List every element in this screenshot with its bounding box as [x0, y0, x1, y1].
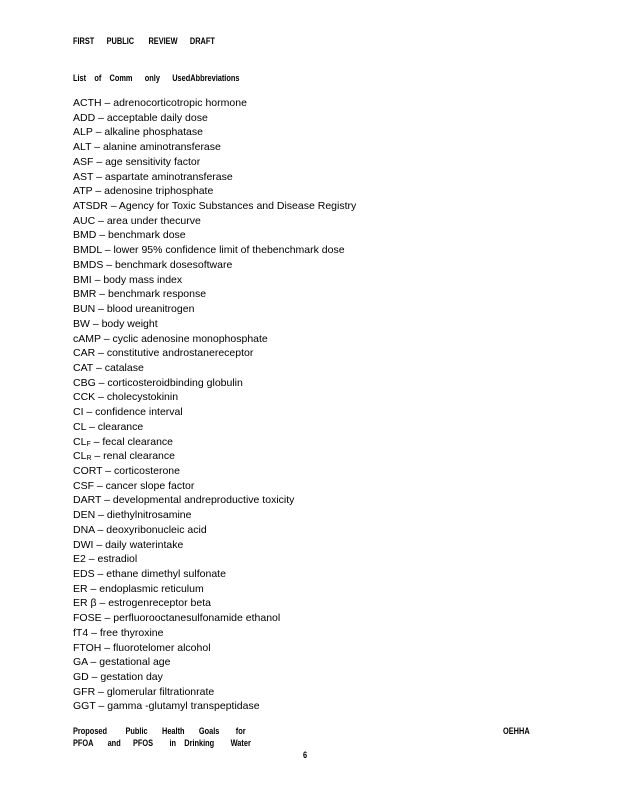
abbreviation-item: BMD – benchmark dose: [73, 229, 186, 242]
abbreviation-item: ACTH – adrenocorticotropic hormone: [73, 97, 247, 109]
footer-agency: OEHHA: [503, 726, 530, 736]
abbreviation-item: CAR – constitutive androstanereceptor: [73, 347, 254, 360]
abbreviation-item: ATSDR – Agency for Toxic Substances and Disease Registry: [73, 200, 357, 213]
section-title: List of Comm only UsedAbbreviations: [73, 73, 240, 83]
abbreviation-main: CL: [73, 450, 87, 463]
abbreviation-item: BUN – blood ureanitrogen: [73, 303, 195, 316]
abbreviation-item: BW – body weight: [73, 317, 158, 330]
footer-title-line-2: PFOA and PFOS in Drinking Water: [73, 738, 251, 748]
abbreviation-item: GA – gestational age: [73, 656, 171, 669]
abbreviation-item: ALT – alanine aminotransferase: [73, 141, 221, 154]
abbreviation-item: BMR – benchmark response: [73, 288, 207, 301]
abbreviation-item: FTOH – fluorotelomer alcohol: [73, 641, 211, 654]
abbreviation-item: CAT – catalase: [73, 361, 144, 374]
abbreviation-item: CL – clearance: [73, 420, 144, 433]
abbreviation-item: DWI – daily waterintake: [73, 538, 184, 551]
draft-header: FIRST PUBLIC REVIEW DRAFT: [73, 36, 215, 46]
abbreviation-item: DNA – deoxyribonucleic acid: [73, 523, 207, 536]
abbreviation-item: GFR – glomerular filtrationrate: [73, 685, 215, 698]
footer-document-title: [73, 725, 251, 749]
abbreviation-item-renal-clearance: [73, 449, 356, 464]
abbreviation-item: ER – endoplasmic reticulum: [73, 582, 204, 595]
abbreviation-item: cAMP – cyclic adenosine monophosphate: [73, 332, 268, 345]
abbreviation-definition: – renal clearance: [91, 450, 175, 463]
abbreviation-item: DART – developmental andreproductive toxicity: [73, 494, 295, 507]
abbreviation-item-fecal-clearance: [73, 435, 356, 450]
abbreviation-item: CBG – corticosteroidbinding globulin: [73, 376, 243, 389]
abbreviation-item: AUC – area under thecurve: [73, 214, 201, 227]
abbreviation-item: ASF – age sensitivity factor: [73, 155, 201, 168]
abbreviation-item: CI – confidence interval: [73, 406, 183, 419]
abbreviation-item: GGT – gamma -glutamyl transpeptidase: [73, 700, 260, 713]
abbreviation-item: ADD – acceptable daily dose: [73, 111, 208, 124]
abbreviation-item: E2 – estradiol: [73, 553, 138, 566]
page-number: 6: [303, 750, 308, 760]
footer-title-line-1: Proposed Public Health Goals for: [73, 726, 246, 736]
abbreviation-item: BMDS – benchmark dosesoftware: [73, 258, 233, 271]
abbreviation-item: BMDL – lower 95% confidence limit of thebenchmark dose: [73, 244, 345, 257]
abbreviation-item: ATP – adenosine triphosphate: [73, 185, 214, 198]
abbreviation-subscript: F: [86, 440, 91, 448]
abbreviation-main: CL: [73, 435, 87, 448]
abbreviation-item: GD – gestation day: [73, 671, 163, 684]
abbreviation-item: CORT – corticosterone: [73, 464, 180, 477]
abbreviation-item: EDS – ethane dimethyl sulfonate: [73, 568, 226, 580]
abbreviation-subscript: R: [86, 455, 92, 463]
abbreviation-item: BMI – body mass index: [73, 273, 183, 286]
abbreviation-definition: – fecal clearance: [90, 435, 174, 448]
abbreviation-list: [73, 96, 356, 714]
abbreviation-item: CSF – cancer slope factor: [73, 479, 195, 492]
abbreviation-item: AST – aspartate aminotransferase: [73, 170, 233, 183]
abbreviation-item: DEN – diethylnitrosamine: [73, 509, 192, 522]
abbreviation-item: ALP – alkaline phosphatase: [73, 126, 203, 139]
abbreviation-item: CCK – cholecystokinin: [73, 391, 179, 404]
abbreviation-item: fT4 – free thyroxine: [73, 626, 164, 639]
abbreviation-item: ER β – estrogenreceptor beta: [73, 597, 211, 610]
abbreviation-item: FOSE – perfluorooctanesulfonamide ethanol: [73, 612, 281, 625]
